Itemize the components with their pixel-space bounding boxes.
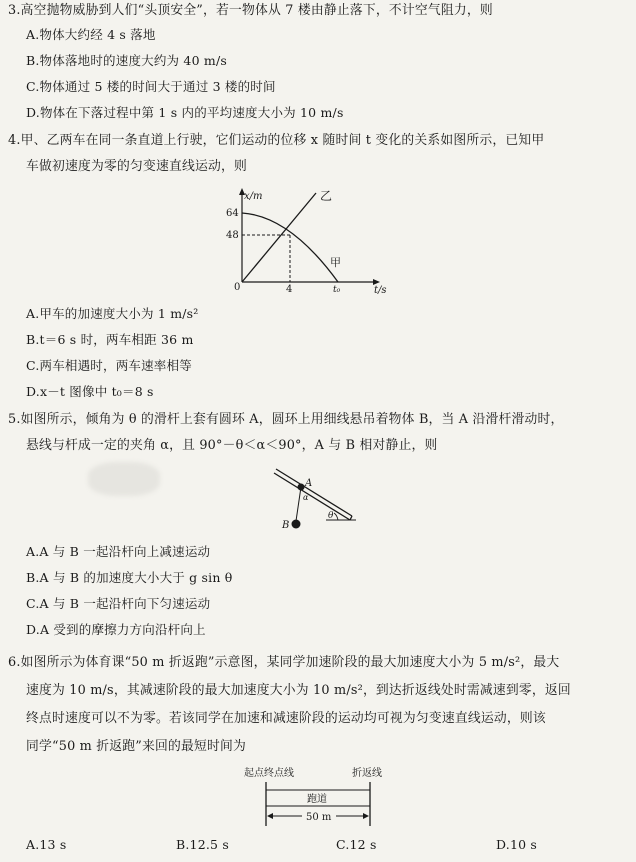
q5-body-b [292,520,301,529]
q5-label-alpha: α [303,493,309,502]
q5-rod-end [350,516,352,520]
q4-stem-line1: 4.甲、乙两车在同一条直道上行驶，它们运动的位移 x 随时间 t 变化的关系如图所示，已知甲 [8,133,545,148]
q5-string [296,487,301,521]
q3-option-c: C.物体通过 5 楼的时间大于通过 3 楼的时间 [26,79,276,94]
q6-turn-label: 折返线 [352,768,382,779]
q6-stem-line1: 6.如图所示为体育课“50 m 折返跑”示意图，某同学加速阶段的最大加速度大小为 5 m/s²，最大 [8,655,560,670]
q6-arrow-left [267,813,273,819]
q4-stem-line2: 车做初速度为零的匀变速直线运动，则 [26,159,247,174]
q3-option-d: D.物体在下落过程中第 1 s 内的平均速度大小为 10 m/s [26,105,344,120]
q5-label-theta: θ [328,511,334,521]
q6-stem-line2: 速度为 10 m/s，其减速阶段的最大加速度大小为 10 m/s²，到达折返线处时需减速到零，返回 [26,683,571,698]
q6-track-figure [236,764,416,828]
q4-x-tick-4: 4 [286,284,293,295]
q3-option-b: B.物体落地时的速度大约为 40 m/s [26,53,227,68]
q4-y-tick-48: 48 [226,230,239,241]
q6-start-label: 起点终点线 [244,768,294,779]
q5-rod-top [276,469,352,516]
q6-arrow-right [363,813,369,819]
q5-label-a: A [305,478,313,489]
q4-label-jia: 甲 [330,256,341,269]
q5-slide-rod-figure [270,464,370,536]
q3-stem: 3.高空抛物威胁到人们“头顶安全”，若一物体从 7 楼由静止落下，不计空气阻力，则 [8,3,493,18]
q6-track-label: 跑道 [307,794,327,805]
q6-option-c: C.12 s [336,837,377,852]
q4-option-d: D.x－t 图像中 t₀＝8 s [26,384,154,399]
q6-stem-line4: 同学“50 m 折返跑”来回的最短时间为 [26,739,246,754]
q4-option-a: A.甲车的加速度大小为 1 m/s² [26,306,199,321]
paper-smudge [88,462,160,496]
q4-label-yi: 乙 [320,189,333,203]
q4-x-axis-label: t/s [374,285,387,296]
q6-option-b: B.12.5 s [176,837,229,852]
q5-label-b: B [282,520,290,531]
q4-line-yi [242,193,316,282]
q5-stem-line1: 5.如图所示，倾角为 θ 的滑杆上套有圆环 A，圆环上用细线悬吊着物体 B，当 A 沿滑杆滑动时， [8,412,564,427]
q5-option-b: B.A 与 B 的加速度大小大于 g sin θ [26,570,233,585]
q5-option-d: D.A 受到的摩擦力方向沿杆向上 [26,622,206,637]
q4-origin-label: 0 [234,282,241,293]
q6-option-a: A.13 s [26,837,67,852]
q6-distance-label: 50 m [306,812,332,823]
q4-y-tick-64: 64 [226,208,239,219]
q4-option-c: C.两车相遇时，两车速率相等 [26,358,192,373]
q4-xt-graph [214,186,394,296]
q5-stem-line2: 悬线与杆成一定的夹角 α，且 90°－θ＜α＜90°，A 与 B 相对静止，则 [26,438,438,453]
q5-theta-arc [334,513,338,520]
q4-x-tick-t0: t₀ [333,285,341,295]
q5-option-c: C.A 与 B 一起沿杆向下匀速运动 [26,596,211,611]
q4-y-axis-label: x/m [244,191,263,202]
q5-option-a: A.A 与 B 一起沿杆向上减速运动 [26,544,211,559]
q6-option-d: D.10 s [496,837,538,852]
q4-option-b: B.t＝6 s 时，两车相距 36 m [26,332,194,347]
q3-option-a: A.物体大约经 4 s 落地 [26,27,156,42]
q6-stem-line3: 终点时速度可以不为零。若该同学在加速和减速阶段的运动均可视为匀变速直线运动，则该 [26,711,546,726]
